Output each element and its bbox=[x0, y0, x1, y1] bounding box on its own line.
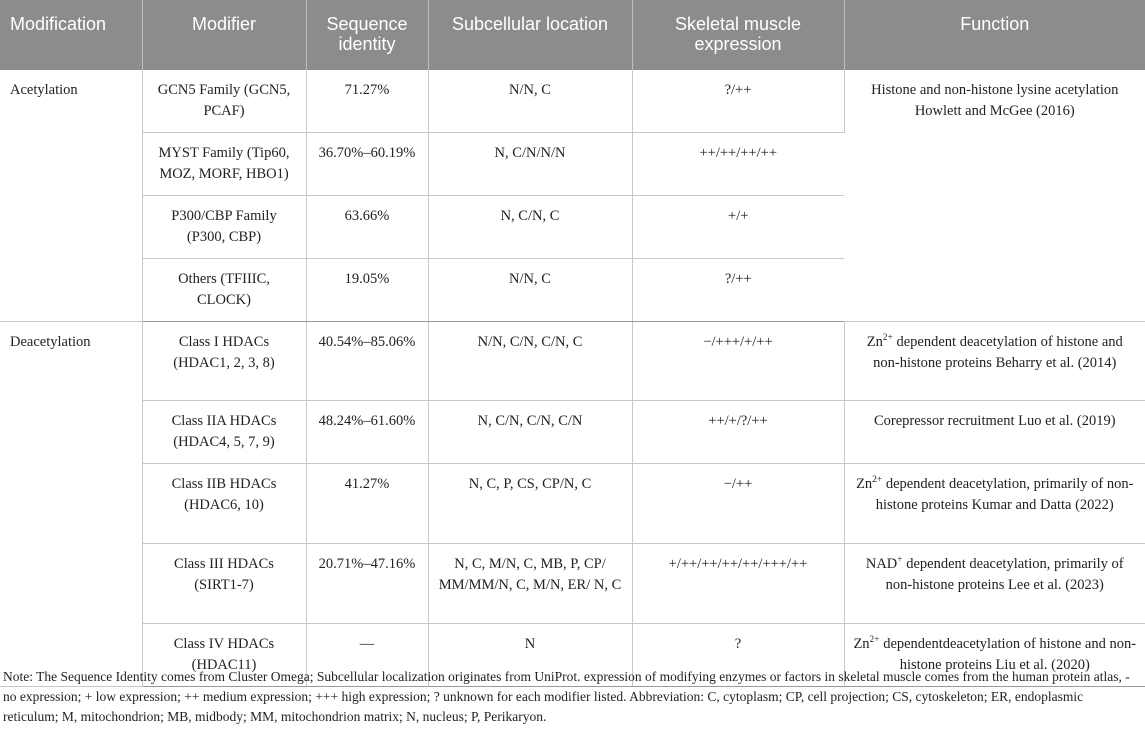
location-cell: N/N, C bbox=[428, 259, 632, 322]
header-skeletal-muscle-expression: Skeletal muscle expression bbox=[632, 0, 844, 70]
table-row bbox=[0, 322, 1145, 401]
location-cell: N/N, C/N, C/N, C bbox=[428, 322, 632, 401]
identity-cell: 41.27% bbox=[306, 464, 428, 544]
location-cell: N/N, C bbox=[428, 70, 632, 133]
expression-cell: +/+ bbox=[632, 196, 844, 259]
function-prefix: Zn bbox=[866, 334, 883, 350]
identity-cell: 40.54%–85.06% bbox=[306, 322, 428, 401]
expression-cell: ? bbox=[632, 624, 844, 687]
header-row bbox=[0, 0, 1145, 70]
expression-cell: ?/++ bbox=[632, 70, 844, 133]
identity-cell: 20.71%–47.16% bbox=[306, 544, 428, 624]
header-sequence-identity: Sequence identity bbox=[306, 0, 428, 70]
location-cell: N, C, P, CS, CP/N, C bbox=[428, 464, 632, 544]
function-superscript: 2+ bbox=[882, 333, 893, 344]
function-cell bbox=[844, 544, 1145, 624]
expression-cell: +/++/++/++/++/+++/++ bbox=[632, 544, 844, 624]
header-modification: Modification bbox=[0, 0, 142, 70]
header-subcellular-location: Subcellular location bbox=[428, 0, 632, 70]
modifier-cell: GCN5 Family (GCN5, PCAF) bbox=[142, 70, 306, 133]
modifier-cell: Class I HDACs (HDAC1, 2, 3, 8) bbox=[142, 322, 306, 401]
function-cell bbox=[844, 401, 1145, 464]
modifier-cell: Class IIA HDACs (HDAC4, 5, 7, 9) bbox=[142, 401, 306, 464]
modifier-cell: MYST Family (Tip60, MOZ, MORF, HBO1) bbox=[142, 133, 306, 196]
function-prefix: Zn bbox=[853, 636, 870, 652]
function-suffix: dependent deacetylation, primarily of non-histone proteins Kumar and Datta (2022) bbox=[875, 476, 1134, 513]
modifier-cell: Class III HDACs (SIRT1-7) bbox=[142, 544, 306, 624]
expression-cell: −/++ bbox=[632, 464, 844, 544]
location-cell: N, C/N/N/N bbox=[428, 133, 632, 196]
identity-cell: 19.05% bbox=[306, 259, 428, 322]
modifier-cell: Class IV HDACs (HDAC11) bbox=[142, 624, 306, 687]
function-cell bbox=[844, 322, 1145, 401]
function-suffix: dependentdeacetylation of histone and non-histone proteins Liu et al. (2020) bbox=[879, 636, 1137, 673]
modifier-cell: P300/CBP Family (P300, CBP) bbox=[142, 196, 306, 259]
expression-cell: ++/++/++/++ bbox=[632, 133, 844, 196]
identity-cell: 48.24%–61.60% bbox=[306, 401, 428, 464]
function-prefix: NAD bbox=[865, 556, 898, 572]
modifier-cell: Class IIB HDACs (HDAC6, 10) bbox=[142, 464, 306, 544]
function-superscript: 2+ bbox=[869, 635, 880, 646]
identity-cell: 36.70%–60.19% bbox=[306, 133, 428, 196]
modification-acetylation: Acetylation bbox=[0, 70, 142, 322]
header-function: Function bbox=[844, 0, 1145, 70]
function-superscript: 2+ bbox=[872, 475, 883, 486]
function-cell bbox=[844, 464, 1145, 544]
function-acetylation: Histone and non-histone lysine acetylation Howlett and McGee (2016) bbox=[844, 70, 1145, 322]
function-suffix: dependent deacetylation of histone and non-histone proteins Beharry et al. (2014) bbox=[873, 334, 1123, 371]
expression-cell: ?/++ bbox=[632, 259, 844, 322]
function-suffix: dependent deacetylation, primarily of non-histone proteins Lee et al. (2023) bbox=[885, 556, 1124, 593]
identity-cell: — bbox=[306, 624, 428, 687]
table-row bbox=[0, 464, 1145, 544]
location-cell: N, C, M/N, C, MB, P, CP/ MM/MM/N, C, M/N, ER/ N, C bbox=[428, 544, 632, 624]
expression-cell: −/+++/+/++ bbox=[632, 322, 844, 401]
modification-deacetylation: Deacetylation bbox=[0, 322, 142, 687]
function-prefix: Zn bbox=[856, 476, 873, 492]
location-cell: N bbox=[428, 624, 632, 687]
table-row bbox=[0, 544, 1145, 624]
table-note: Note: The Sequence Identity comes from Cluster Omega; Subcellular localization originates from UniProt. expression of modifying enzymes or factors in skeletal muscle comes from the human protein atlas, - no expression; + low expression; ++ medium expression; +++ high expression; ? unknown for each modifier listed. Abbreviation: C, cytoplasm; CP, cell projection; CS, cytoskeleton; ER, endoplasmic reticulum; M, mitochondrion; MB, midbody; MM, mitochondrion matrix; N, nucleus; P, Perikaryon. bbox=[3, 669, 1130, 724]
location-cell: N, C/N, C/N, C/N bbox=[428, 401, 632, 464]
table-row bbox=[0, 401, 1145, 464]
function-superscript: + bbox=[897, 555, 903, 566]
identity-cell: 63.66% bbox=[306, 196, 428, 259]
expression-cell: ++/+/?/++ bbox=[632, 401, 844, 464]
header-modifier: Modifier bbox=[142, 0, 306, 70]
table-row bbox=[0, 70, 1145, 133]
modifier-cell: Others (TFIIIC, CLOCK) bbox=[142, 259, 306, 322]
identity-cell: 71.27% bbox=[306, 70, 428, 133]
location-cell: N, C/N, C bbox=[428, 196, 632, 259]
function-prefix: Corepressor recruitment Luo et al. (2019) bbox=[873, 413, 1116, 429]
